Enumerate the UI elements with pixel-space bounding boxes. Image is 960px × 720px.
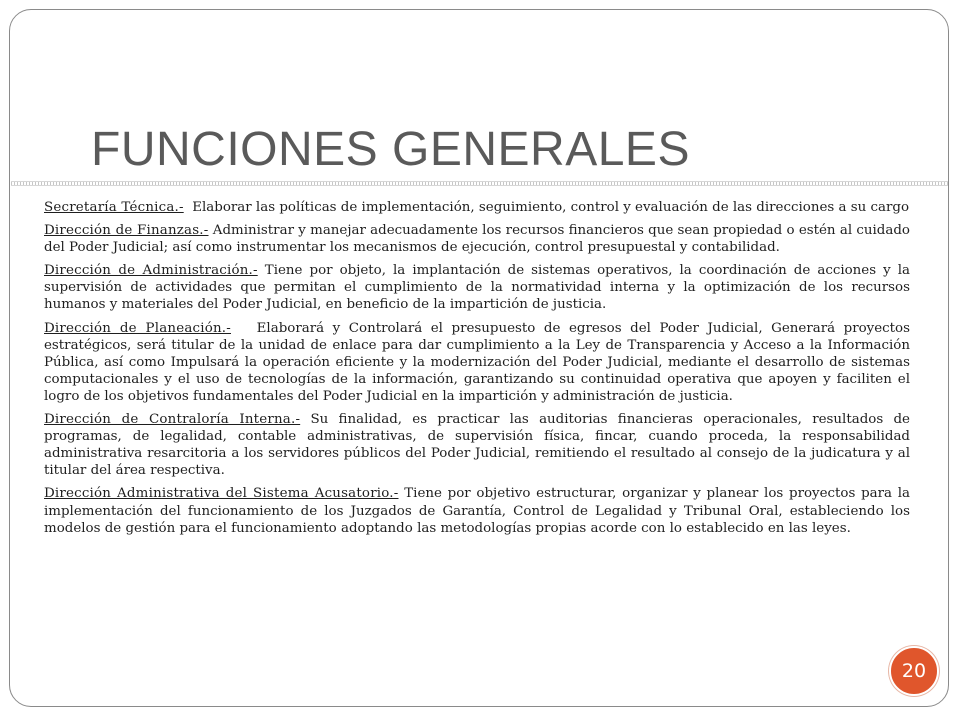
section-direccion-planeacion	[44, 320, 910, 405]
section-secretaria-tecnica	[44, 199, 910, 216]
section-body: Tiene por objetivo estructurar, organizar y planear los proyectos para la implementación del funcionamiento de los Juzgados de Garantía, Control de Legalidad y Tribunal Oral, estableciendo los modelos de gestión para el funcionamiento adoptando las metodologías propias acorde con lo establecido en las leyes.	[44, 486, 911, 536]
section-body: Elaborará y Controlará el presupuesto de egresos del Poder Judicial, Generará proyectos estratégicos, será titular de la unidad de enlace para dar cumplimiento a la Ley de Transparencia y Acceso a la Información Pública, así como Impulsará la operación eficiente y la modernización del Poder Judicial, mediante el desarrollo de sistemas computacionales y el uso de tecnologías de la información, garantizando su continuidad operativa que apoyen y faciliten el logro de los objetivos fundamentales del Poder Judicial en la impartición y administración de justicia.	[44, 320, 910, 404]
section-heading: Dirección de Finanzas.-	[44, 223, 209, 239]
section-body: Su finalidad, es practicar las auditorias financieras operacionales, resultados de programas, de legalidad, contable administrativas, de supervisión física, fincar, cuando proceda, la responsabilidad administrativa resarcitoria a los servidores públicos del Poder Judicial, remitiendo el resultado al consejo de la judicatura y al titular del área respectiva.	[44, 412, 910, 479]
section-heading: Secretaría Técnica.-	[44, 200, 184, 215]
section-heading: Dirección de Contraloría Interna.-	[44, 412, 301, 428]
section-direccion-sistema-acusatorio	[44, 485, 910, 536]
section-heading: Dirección de Administración.-	[44, 263, 258, 279]
section-heading: Dirección Administrativa del Sistema Acusatorio.-	[44, 486, 399, 502]
section-body: Tiene por objeto, la implantación de sistemas operativos, la coordinación de acciones y la supervisión de actividades que permitan el cumplimiento de la normatividad interna y la optimización de los recursos humanos y materiales del Poder Judicial, en beneficio de la impartición de justicia.	[44, 263, 911, 313]
page-number-badge: 20	[889, 646, 939, 696]
section-direccion-contraloria	[44, 411, 910, 479]
slide-body	[44, 199, 910, 543]
slide-title: FUNCIONES GENERALES	[91, 123, 690, 176]
section-direccion-finanzas	[44, 222, 910, 256]
section-direccion-administracion	[44, 262, 910, 313]
title-divider	[11, 181, 948, 186]
section-body: Administrar y manejar adecuadamente los recursos financieros que sean propiedad o estén al cuidado del Poder Judicial; así como instrumentar los mecanismos de ejecución, control presupuestal y contabilidad.	[44, 223, 910, 256]
section-heading: Dirección de Planeación.-	[44, 320, 231, 336]
section-body: Elaborar las políticas de implementación, seguimiento, control y evaluación de las direcciones a su cargo	[192, 200, 910, 215]
